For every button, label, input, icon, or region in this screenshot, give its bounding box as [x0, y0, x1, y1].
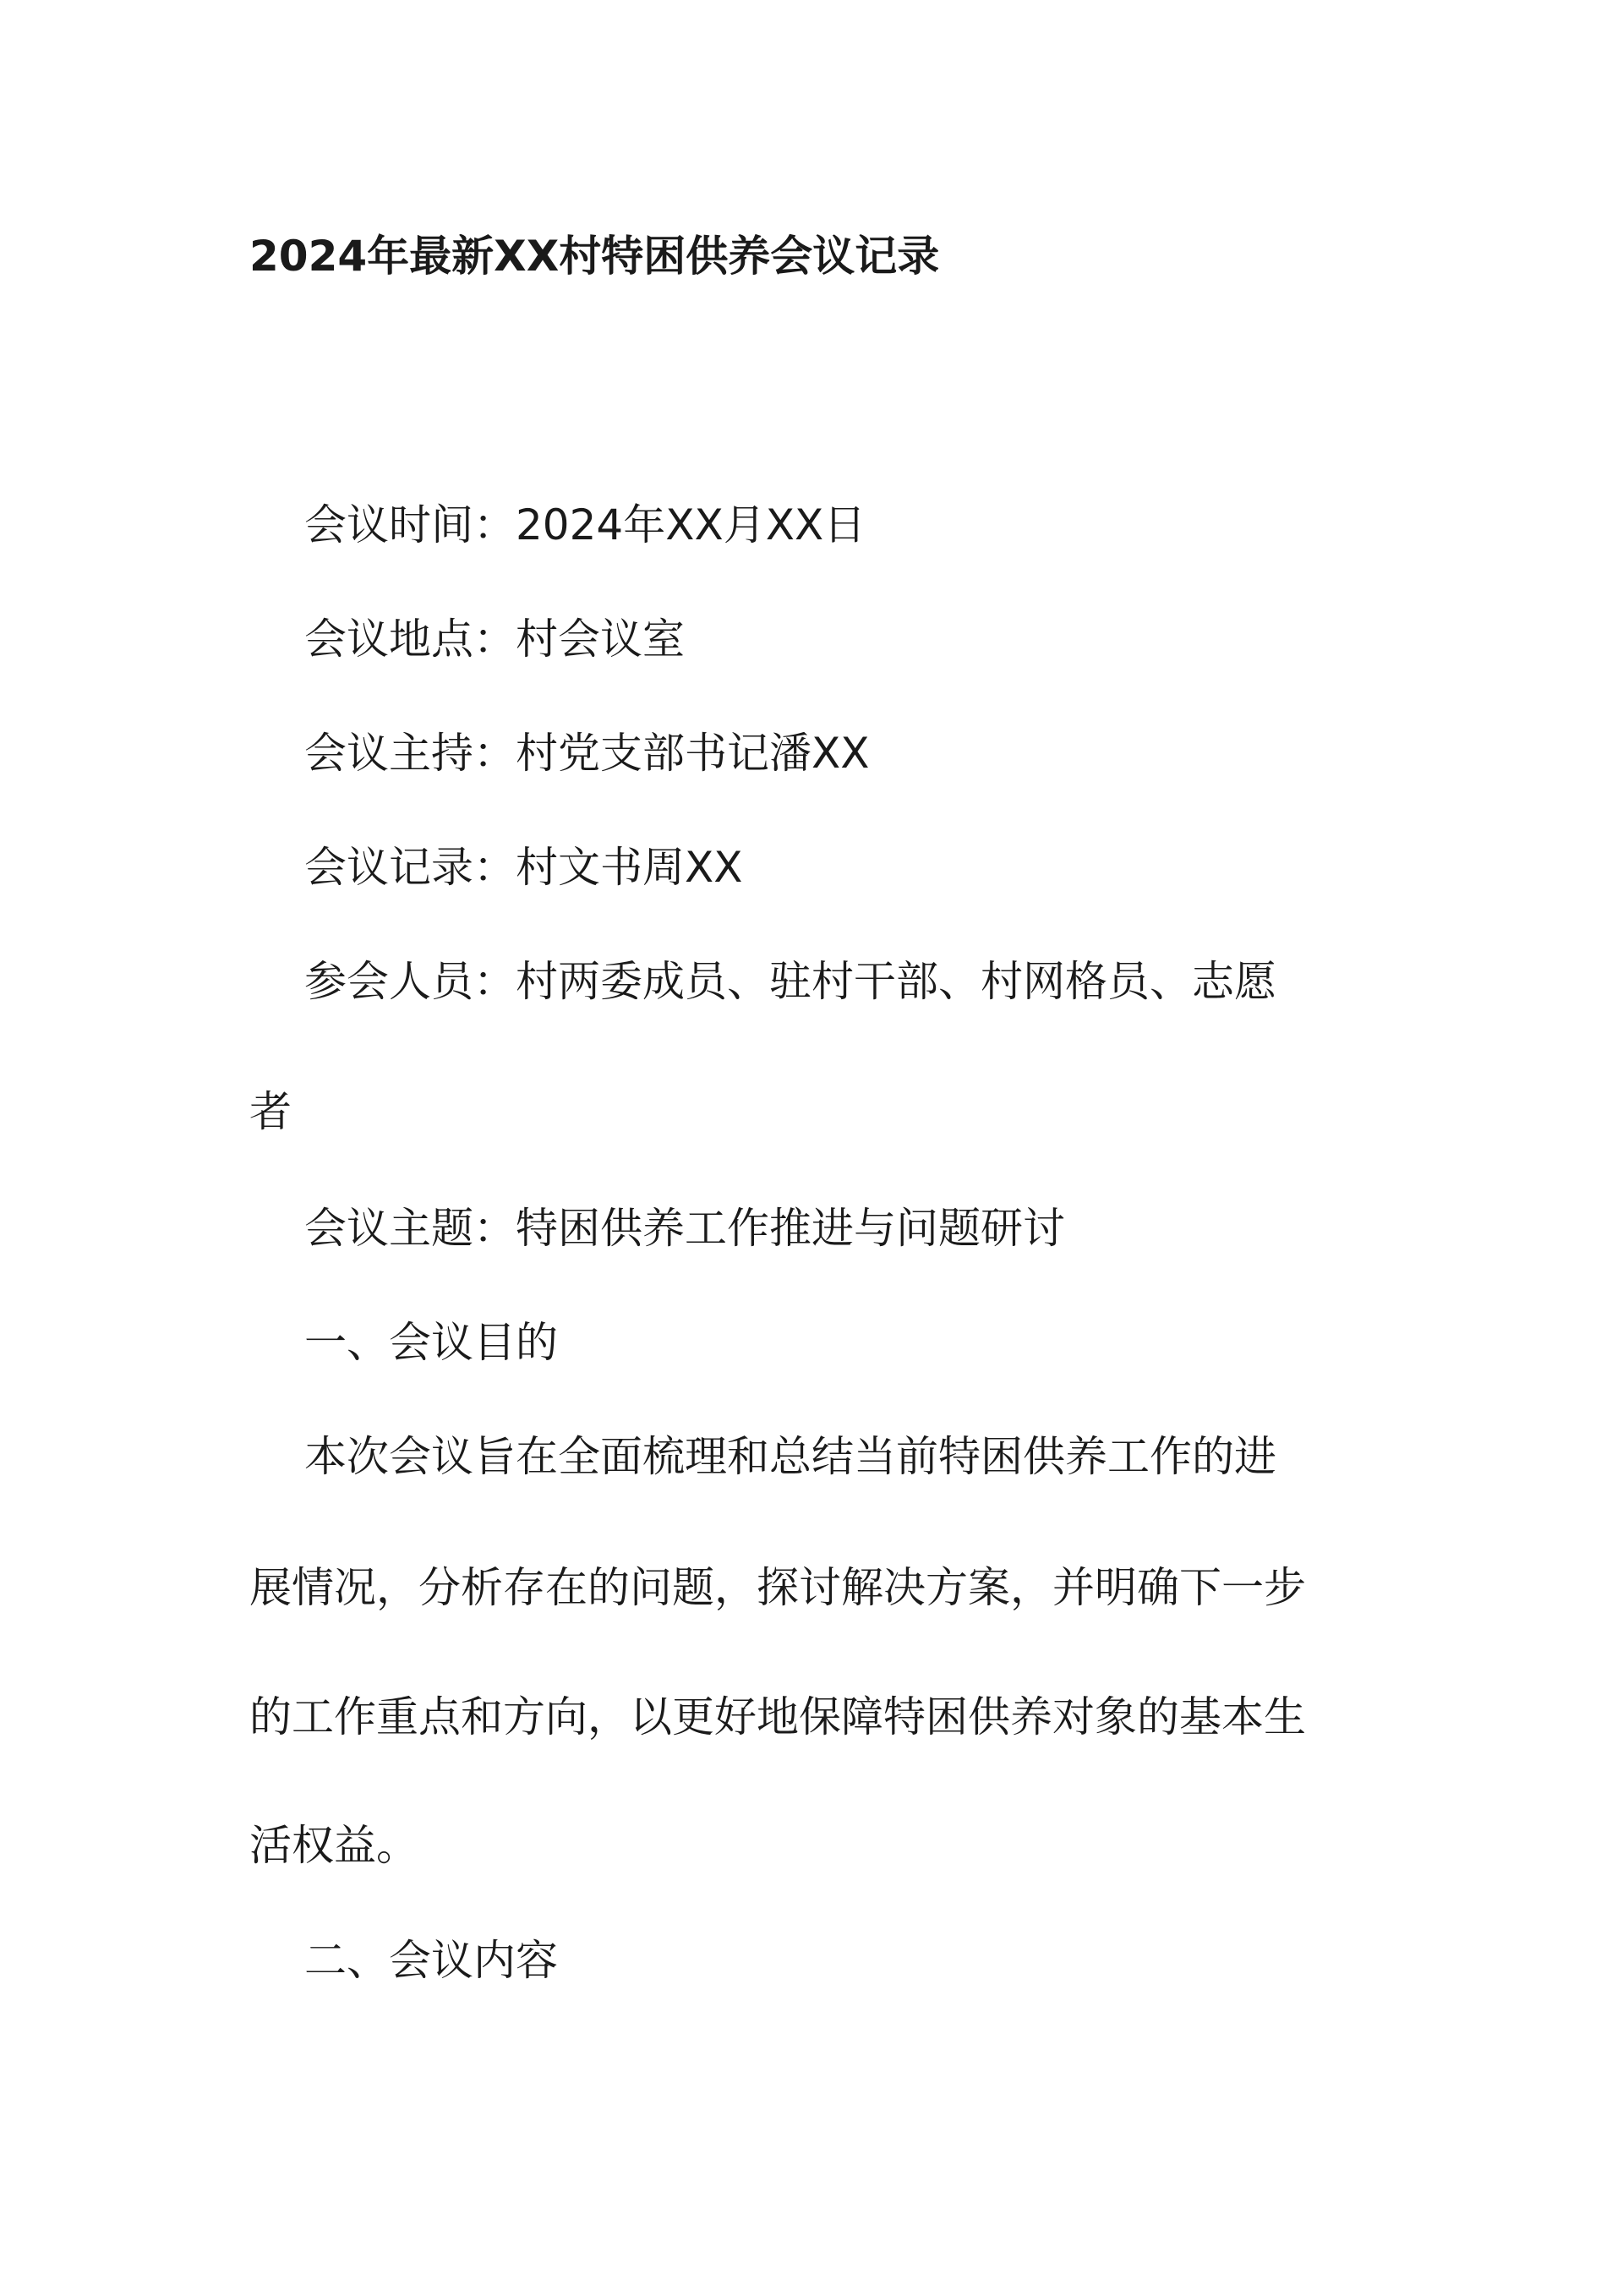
purpose-paragraph-line-2: 展情况，分析存在的问题，探讨解决方案，并明确下一步	[249, 1563, 1306, 1612]
meeting-host: 会议主持：村党支部书记潘XX	[304, 729, 870, 778]
attendees-line-1: 参会人员：村两委成员、驻村干部、村网格员、志愿	[304, 957, 1276, 1006]
purpose-paragraph-line-1: 本次会议旨在全面梳理和总结当前特困供养工作的进	[304, 1432, 1276, 1481]
meeting-topic: 会议主题：特困供养工作推进与问题研讨	[304, 1204, 1065, 1253]
document-title: 2024年最新XX村特困供养会议记录	[249, 232, 940, 281]
attendees-line-2: 者	[249, 1087, 292, 1136]
meeting-recorder: 会议记录：村文书周XX	[304, 843, 743, 892]
purpose-paragraph-line-4: 活权益。	[249, 1821, 418, 1870]
meeting-time: 会议时间：2024年XX月XX日	[304, 500, 866, 549]
section-heading-purpose: 一、会议目的	[304, 1318, 558, 1367]
section-heading-content: 二、会议内容	[304, 1936, 558, 1985]
meeting-location: 会议地点：村会议室	[304, 615, 685, 664]
purpose-paragraph-line-3: 的工作重点和方向，以更好地保障特困供养对象的基本生	[249, 1692, 1306, 1741]
